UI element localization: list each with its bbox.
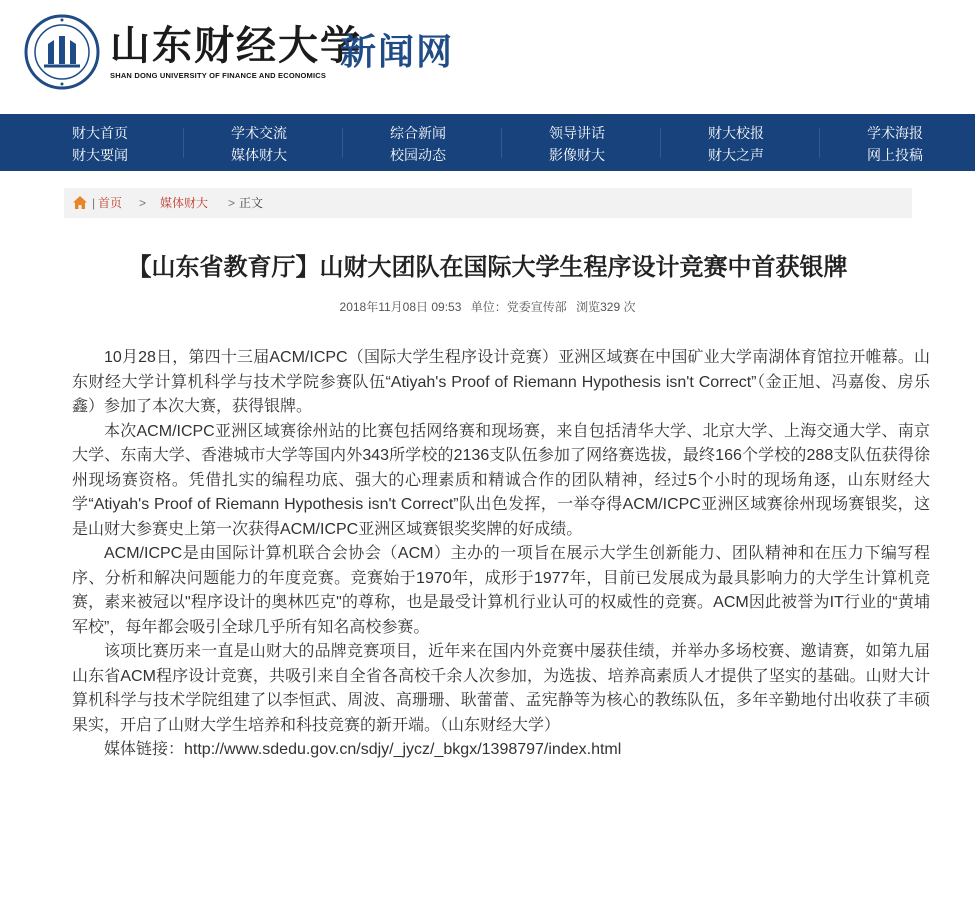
breadcrumb-separator: > — [139, 196, 147, 210]
article-body — [72, 346, 930, 763]
nav-item-media[interactable]: 媒体财大 — [231, 147, 287, 163]
university-name-cn: 山东财经大学 — [110, 22, 362, 69]
nav-column-5 — [708, 122, 818, 166]
nav-column-6 — [867, 122, 967, 166]
article-paragraph: 10月28日，第四十三届ACM/ICPC（国际大学生程序设计竞赛）亚洲区域赛在中国矿业大学南湖体育馆拉开帷幕。山东财经大学计算机科学与技术学院参赛队伍“Atiyah's Proof of Riemann Hypothesis isn't Correct”（金正旭、冯嘉俊、房乐鑫）参加了本次大赛，获得银牌。 — [72, 349, 930, 415]
nav-divider — [501, 128, 502, 158]
nav-item-newspaper[interactable]: 财大校报 — [708, 125, 764, 141]
breadcrumb-section[interactable]: 媒体财大 — [160, 196, 209, 210]
main-nav — [0, 114, 975, 171]
article-unit: 单位：党委宣传部 — [470, 300, 567, 314]
nav-item-speeches[interactable]: 领导讲话 — [549, 125, 605, 141]
media-link-label: 媒体链接： — [104, 741, 185, 758]
article-views: 浏览329 次 — [576, 300, 636, 314]
nav-item-home[interactable]: 财大首页 — [72, 125, 128, 141]
nav-item-academic[interactable]: 学术交流 — [231, 125, 287, 141]
nav-divider — [342, 128, 343, 158]
site-name[interactable]: 新闻网 — [340, 31, 455, 72]
nav-item-images[interactable]: 影像财大 — [549, 147, 605, 163]
nav-item-posters[interactable]: 学术海报 — [867, 125, 923, 141]
nav-item-voice[interactable]: 财大之声 — [708, 147, 764, 163]
nav-item-campus[interactable]: 校园动态 — [390, 147, 446, 163]
nav-column-2 — [231, 122, 341, 166]
breadcrumb-divider: | — [92, 196, 96, 210]
nav-divider — [183, 128, 184, 158]
nav-item-submit[interactable]: 网上投稿 — [867, 147, 923, 163]
breadcrumb — [64, 188, 912, 218]
article-meta — [0, 298, 975, 316]
media-link-url[interactable]: http://www.sdedu.gov.cn/sdjy/_jycz/_bkgx/1398797/index.html — [184, 741, 622, 758]
nav-column-4 — [549, 122, 659, 166]
university-seal-logo[interactable] — [24, 14, 100, 90]
nav-divider — [819, 128, 820, 158]
nav-divider — [660, 128, 661, 158]
nav-item-headlines[interactable]: 财大要闻 — [72, 147, 128, 163]
nav-item-general-news[interactable]: 综合新闻 — [390, 125, 446, 141]
media-link-row — [72, 738, 930, 763]
article-title: 【山东省教育厅】山财大团队在国际大学生程序设计竞赛中首获银牌 — [127, 254, 848, 281]
breadcrumb-separator: > — [228, 196, 236, 210]
article-paragraph: 本次ACM/ICPC亚洲区域赛徐州站的比赛包括网络赛和现场赛，来自包括清华大学、北京大学、上海交通大学、南京大学、东南大学、香港城市大学等国内外343所学校的2136支队伍参加了网络赛选拔，最终166个学校的288支队伍获得徐州现场赛资格。凭借扎实的编程功底、强大的心理素质和精诚合作的团队精神，经过5个小时的现场角逐，山东财经大学“Atiyah's Proof of Riemann Hypothesis isn't Correct”队出色发挥，一举夺得ACM/ICPC亚洲区域赛徐州现场赛银奖，这是山财大参赛史上第一次获得ACM/ICPC亚洲区域赛银奖奖牌的好成绩。 — [72, 422, 930, 538]
article-paragraph: ACM/ICPC是由国际计算机联合会协会（ACM）主办的一项旨在展示大学生创新能力、团队精神和在压力下编写程序、分析和解决问题能力的年度竞赛。竞赛始于1970年，成形于1977年，目前已发展成为最具影响力的大学生计算机竞赛，素来被冠以"程序设计的奥林匹克"的尊称，也是最受计算机行业认可的权威性的竞赛。ACM因此被誉为IT行业的“黄埔军校”，每年都会吸引全球几乎所有知名高校参赛。 — [72, 545, 930, 636]
article-paragraph: 该项比赛历来一直是山财大的品牌竞赛项目，近年来在国内外竞赛中屡获佳绩，并举办多场校赛、邀请赛，如第九届山东省ACM程序设计竞赛，共吸引来自全省各高校千余人次参加，为选拔、培养高素质人才提供了坚实的基础。山财大计算机科学与技术学院组建了以李恒武、周波、高珊珊、耿蕾蕾、孟宪静等为核心的教练队伍，多年辛勤地付出收获了丰硕果实，开启了山财大学生培养和科技竞赛的新开端。（山东财经大学） — [72, 643, 930, 734]
breadcrumb-current: 正文 — [239, 196, 264, 210]
university-name-en: SHAN DONG UNIVERSITY OF FINANCE AND ECONOMICS — [110, 71, 327, 80]
site-header — [0, 0, 975, 114]
home-icon[interactable] — [72, 195, 88, 210]
nav-column-1 — [72, 122, 182, 166]
breadcrumb-home[interactable]: 首页 — [98, 196, 123, 210]
nav-column-3 — [390, 122, 500, 166]
article-date: 2018年11月08日 09:53 — [339, 300, 462, 314]
